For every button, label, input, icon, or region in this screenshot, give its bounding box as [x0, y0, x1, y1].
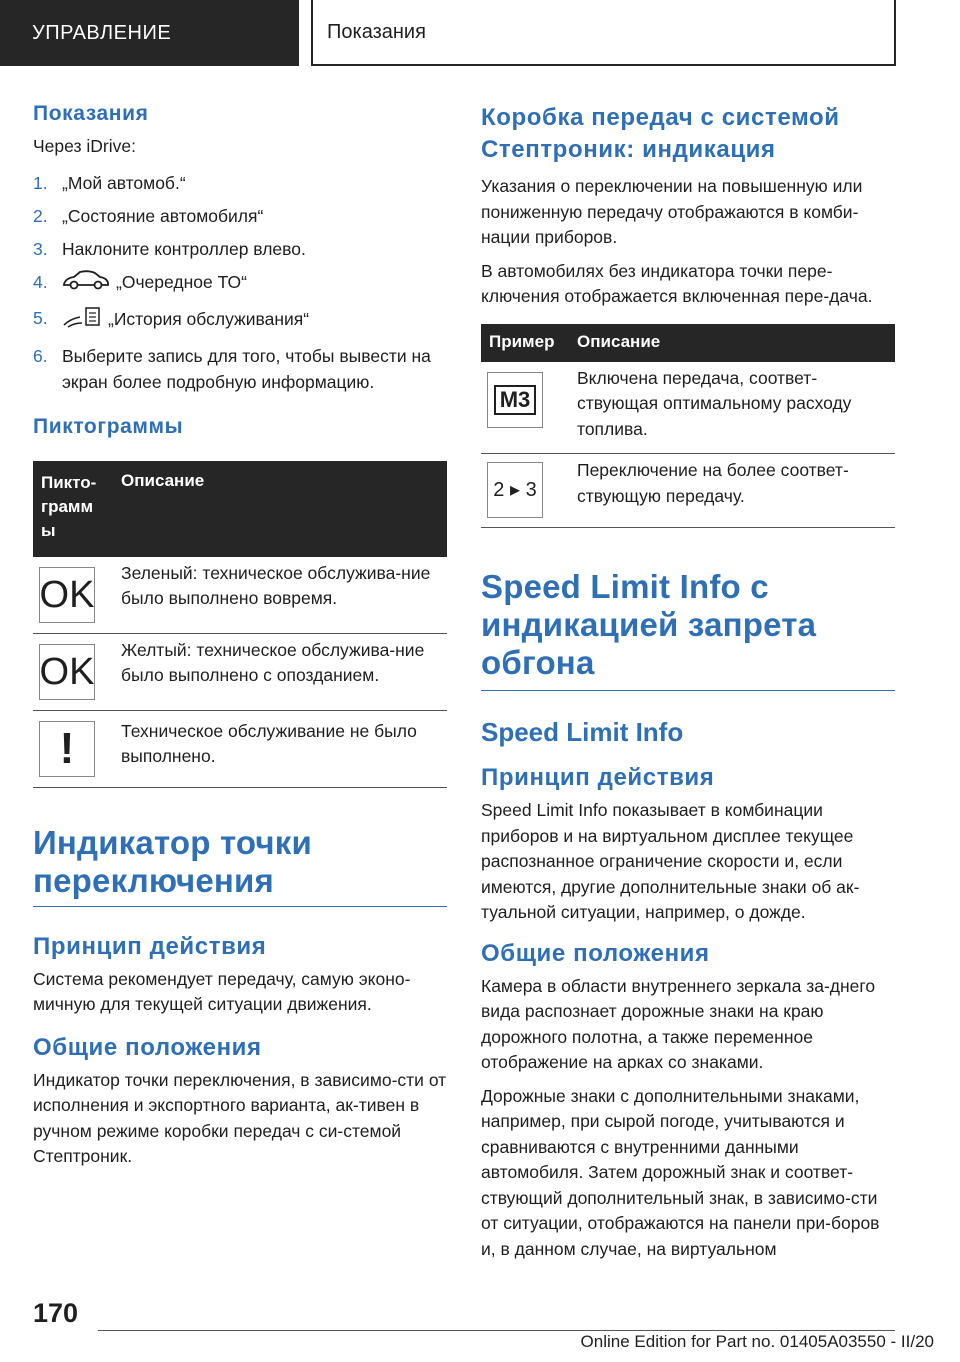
service-history-icon	[62, 305, 102, 336]
table-row	[33, 710, 447, 787]
general-heading: Общие положения	[33, 1033, 262, 1061]
heading-divider	[33, 906, 447, 907]
table-row	[481, 454, 895, 528]
footer-divider	[98, 1330, 895, 1331]
shift-indicator-heading: Индикатор точки переключения	[33, 823, 312, 899]
steptronic-text-1: Указания о переключении на повышенную или пониженную передачу отображаются в комби-нации приборов.	[481, 176, 863, 247]
pictogram-description: Техническое обслуживание не было выполнено.	[115, 710, 447, 787]
table-header-row	[481, 324, 895, 362]
steptronic-text-2: В автомобилях без индикатора точки пере-ключения отображается включенная пере-дача.	[481, 260, 873, 306]
gear-examples-table	[481, 324, 895, 529]
speed-limit-heading: Speed Limit Info с индикацией запрета обгона	[481, 568, 817, 681]
readings-steps	[33, 170, 447, 395]
principle-heading: Принцип действия	[481, 764, 715, 791]
table-row	[33, 557, 447, 634]
step-item: 6. Выберите запись для того, чтобы вывести на экран более подробную информацию.	[33, 345, 431, 392]
table-row	[33, 633, 447, 710]
gear-m3-icon: M3	[487, 372, 543, 428]
page-title: Показания	[311, 0, 896, 66]
speed-limit-subheading: Speed Limit Info	[481, 717, 684, 747]
step-item: 1. „Мой автомоб.“	[33, 172, 186, 193]
pictograms-heading: Пиктограммы	[33, 414, 184, 438]
page-number: 170	[33, 1298, 79, 1328]
example-description: Переключение на более соответ-ствующую передачу.	[571, 454, 895, 528]
column-header-description: Описание	[571, 324, 895, 362]
page-header	[0, 0, 960, 66]
readings-intro: Через iDrive:	[33, 136, 136, 156]
car-service-icon	[62, 269, 110, 298]
principle-text: Speed Limit Info показывает в комбинации приборов и на виртуальном дисплее текущее распознанное ограничение скорости и, если имеются, другие дополнительные знаки об ак-туальной ситуации, например, о дожде.	[481, 800, 860, 922]
section-tab: УПРАВЛЕНИЕ	[0, 0, 299, 66]
general-text-1: Камера в области внутреннего зеркала за-днего вида распознает дорожные знаки на краю дорожного полотна, а также переменное отображение на арках со знаками.	[481, 975, 876, 1072]
principle-text: Система рекомендует передачу, самую эконо-мичную для текущей ситуации движения.	[33, 968, 411, 1014]
ok-yellow-icon: OK	[39, 644, 95, 700]
left-column	[33, 96, 447, 1170]
readings-heading: Показания	[33, 102, 149, 125]
table-header-row	[33, 461, 447, 557]
ok-green-icon: OK	[39, 567, 95, 623]
step-item: 4. „Очередное ТО“	[33, 269, 447, 298]
gear-shift-up-icon: 2 ▸ 3	[487, 462, 543, 518]
example-description: Включена передача, соответ-ствующая оптимальному расходу топлива.	[571, 362, 895, 454]
edition-text: Online Edition for Part no. 01405A03550 - II/20	[580, 1332, 934, 1351]
pictogram-description: Желтый: техническое обслужива-ние было выполнено с опозданием.	[115, 633, 447, 710]
pictogram-description: Зеленый: техническое обслужива-ние было выполнено вовремя.	[115, 557, 447, 634]
step-item: 3. Наклоните контроллер влево.	[33, 238, 306, 259]
column-header-description: Описание	[115, 461, 447, 557]
step-item: 5. „История обслуживания“	[33, 305, 447, 336]
heading-divider	[481, 690, 895, 691]
right-column	[481, 96, 895, 1262]
table-row	[481, 362, 895, 454]
pictograms-table	[33, 461, 447, 788]
step-item: 2. „Состояние автомобиля“	[33, 205, 264, 226]
exclamation-icon: !	[39, 721, 95, 777]
general-text-2: Дорожные знаки с дополнительными знаками, например, при сырой погоде, учитываются и сравниваются с внутренними данными автомобиля. Затем дорожный знак и соответ-ствующий дополнительный знак, в зависимо-сти от ситуации, отображаются на панели при-боров и, в данном случае, на виртуальном	[481, 1085, 880, 1259]
column-header-example: Пример	[481, 324, 571, 362]
general-heading: Общие положения	[481, 939, 710, 967]
column-header-pictogram: Пикто- грамм ы	[33, 461, 115, 557]
principle-heading: Принцип действия	[33, 932, 267, 960]
steptronic-heading: Коробка передач с системой Стептроник: индикация	[481, 104, 840, 163]
general-text: Индикатор точки переключения, в зависимо-сти от исполнения и экспортного варианта, ак-тивен в ручном режиме коробки передач с си-стемой Стептроник.	[33, 1069, 447, 1166]
